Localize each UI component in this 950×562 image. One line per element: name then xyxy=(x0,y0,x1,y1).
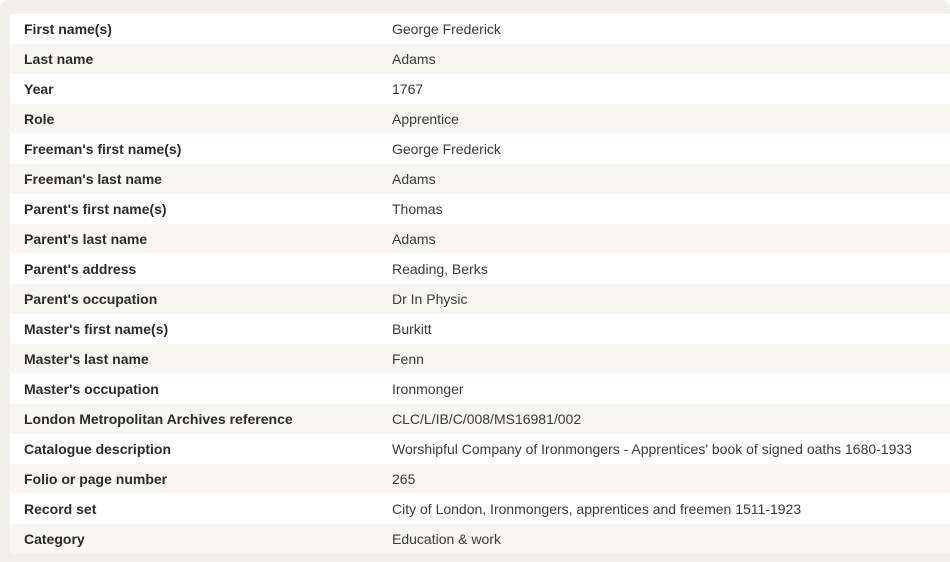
table-row-year xyxy=(10,74,950,104)
field-label: Parent's occupation xyxy=(10,284,392,314)
field-value: Adams xyxy=(392,224,950,254)
field-label: Parent's last name xyxy=(10,224,392,254)
table-row-role xyxy=(10,104,950,134)
table-row-category xyxy=(10,524,950,554)
field-label: Role xyxy=(10,104,392,134)
field-label: Freeman's first name(s) xyxy=(10,134,392,164)
field-label: Folio or page number xyxy=(10,464,392,494)
record-details-table xyxy=(10,14,950,554)
table-row-master-first-names xyxy=(10,314,950,344)
table-row-parent-occupation xyxy=(10,284,950,314)
field-label: Master's last name xyxy=(10,344,392,374)
field-label: Year xyxy=(10,74,392,104)
table-row-master-occupation xyxy=(10,374,950,404)
table-row-record-set xyxy=(10,494,950,524)
field-value: Reading, Berks xyxy=(392,254,950,284)
field-value: Thomas xyxy=(392,194,950,224)
table-row-last-name xyxy=(10,44,950,74)
field-value: 1767 xyxy=(392,74,950,104)
field-label: Last name xyxy=(10,44,392,74)
field-value: Dr In Physic xyxy=(392,284,950,314)
field-label: Master's first name(s) xyxy=(10,314,392,344)
field-value: Apprentice xyxy=(392,104,950,134)
field-label: Category xyxy=(10,524,392,554)
field-value: George Frederick xyxy=(392,14,950,44)
field-value: Adams xyxy=(392,44,950,74)
table-row-catalogue-description xyxy=(10,434,950,464)
field-value: Burkitt xyxy=(392,314,950,344)
field-value: Adams xyxy=(392,164,950,194)
field-label: Parent's first name(s) xyxy=(10,194,392,224)
field-label: London Metropolitan Archives reference xyxy=(10,404,392,434)
table-row-master-last-name xyxy=(10,344,950,374)
table-row-parent-last-name xyxy=(10,224,950,254)
field-label: First name(s) xyxy=(10,14,392,44)
table-row-parent-address xyxy=(10,254,950,284)
table-row-first-names xyxy=(10,14,950,44)
table-row-archive-reference xyxy=(10,404,950,434)
field-value: City of London, Ironmongers, apprentices and freemen 1511-1923 xyxy=(392,494,950,524)
field-value: Education & work xyxy=(392,524,950,554)
field-label: Record set xyxy=(10,494,392,524)
field-value: Ironmonger xyxy=(392,374,950,404)
table-row-folio-number xyxy=(10,464,950,494)
field-value: Worshipful Company of Ironmongers - Apprentices' book of signed oaths 1680-1933 xyxy=(392,434,950,464)
field-label: Parent's address xyxy=(10,254,392,284)
table-row-freeman-last-name xyxy=(10,164,950,194)
table-row-parent-first-names xyxy=(10,194,950,224)
field-value: 265 xyxy=(392,464,950,494)
field-label: Freeman's last name xyxy=(10,164,392,194)
field-value: CLC/L/IB/C/008/MS16981/002 xyxy=(392,404,950,434)
field-value: Fenn xyxy=(392,344,950,374)
field-label: Master's occupation xyxy=(10,374,392,404)
field-value: George Frederick xyxy=(392,134,950,164)
field-label: Catalogue description xyxy=(10,434,392,464)
table-row-freeman-first-names xyxy=(10,134,950,164)
